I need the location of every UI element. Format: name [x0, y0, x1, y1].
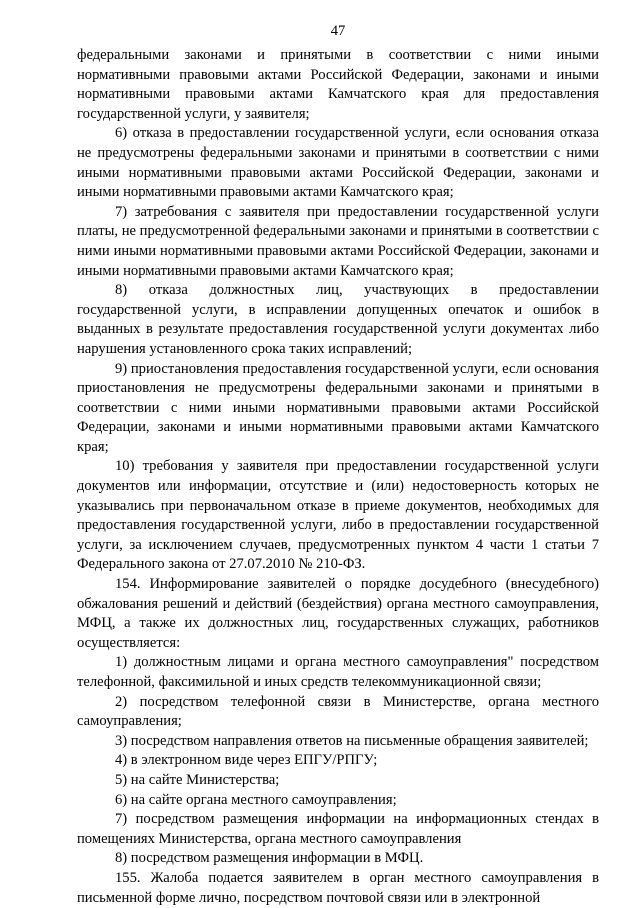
page-number: 47 [330, 23, 346, 39]
paragraph-section-155: 155. Жалоба подается заявителем в орган местного самоуправления в письменной форме лично, посредством почтовой связи или в электронной [77, 869, 599, 906]
paragraph-item-9: 9) приостановления предоставления государственной услуги, если основания приостановления не предусмотрены федеральными законами и принятыми в соответствии с ними иными нормативными правовыми актами Российской Федерации, законами и иными нормативными правовыми актами Камчатского края; [77, 360, 599, 455]
list-item-1: 1) должностным лицами и органа местного самоуправления" посредством телефонной, факсимильной и иных средств телекоммуникационной связи; [77, 654, 599, 690]
list-item-2: 2) посредством телефонной связи в Министерстве, органа местного самоуправления; [77, 693, 599, 730]
list-item-6: 6) на сайте органа местного самоуправления; [115, 791, 397, 808]
paragraph-continuation: федеральными законами и принятыми в соответствии с ними иными нормативными правовыми актами Российской Федерации, законами и иными нормативными правовыми актами Камчатского края для предоставления государственной услуги, у заявителя; [77, 47, 599, 122]
paragraph-item-10: 10) требования у заявителя при предоставлении государственной услуги документов или информации, отсутствие и (или) недостоверность которых не указывались при первоначальном отказе в приеме документов, необходимых для предоставления государственной услуги, либо в предоставлении государственной услуги, за исключением случаев, предусмотренных пунктом 4 части 1 статьи 7 Федерального закона от 27.07.2010 № 210-ФЗ. [77, 458, 599, 573]
paragraph-item-7: 7) затребования с заявителя при предоставлении государственной услуги платы, не предусмотренной федеральными законами и принятыми в соответствии с ними иными нормативными правовыми актами Российской Федерации, законами и иными нормативными правовыми актами Камчатского края; [77, 203, 599, 279]
paragraph-item-8: 8) отказа должностных лиц, участвующих в предоставлении государственной услуги, в исправлении допущенных опечаток и ошибок в выданных в результате предоставления государственной услуги документах либо нарушения установленного срока таких исправлений; [77, 282, 599, 357]
list-item-7: 7) посредством размещения информации на информационных стендах в помещениях Министерства, органа местного самоуправления [77, 811, 599, 847]
paragraph-section-154: 154. Информирование заявителей о порядке досудебного (внесудебного) обжалования решений и действий (бездействия) органа местного самоуправления, МФЦ, а также их должностных лиц, государственных служащих, работников осуществляется: [77, 576, 599, 651]
list-item-5: 5) на сайте Министерства; [115, 771, 280, 788]
list-item-8: 8) посредством размещения информации в МФЦ. [115, 850, 424, 867]
list-item-4: 4) в электронном виде через ЕПГУ/РПГУ; [115, 752, 378, 769]
list-item-3: 3) посредством направления ответов на письменные обращения заявителей; [115, 732, 589, 749]
paragraph-item-6: 6) отказа в предоставлении государственной услуги, если основания отказа не предусмотрены федеральными законами и принятыми в соответствии с ними иными нормативными правовыми актами Российской Федерации, законами и иными нормативными правовыми актами Камчатского края; [77, 125, 599, 201]
